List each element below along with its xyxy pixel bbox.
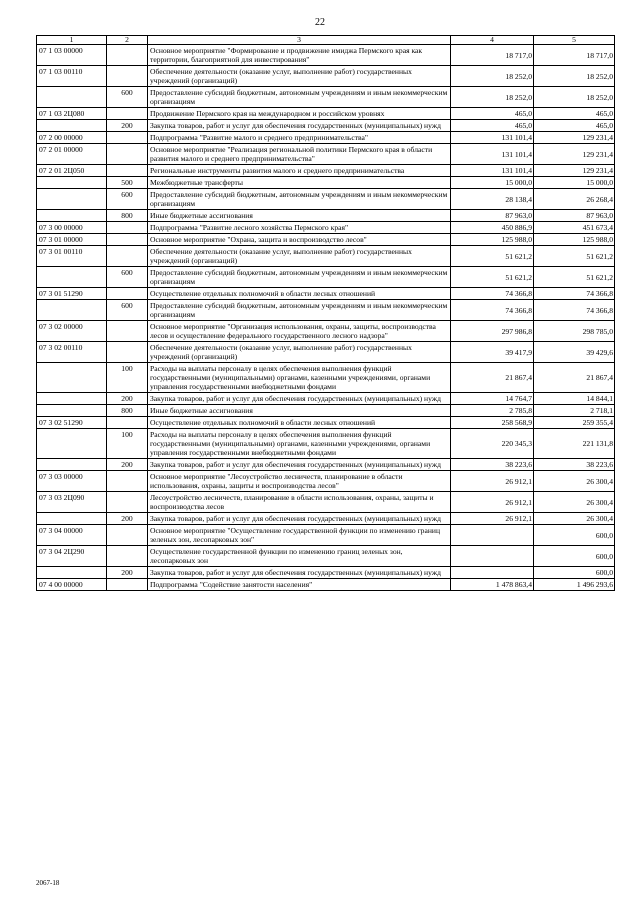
- row-expense-type: 100: [107, 363, 148, 393]
- row-expense-type: 200: [107, 567, 148, 579]
- row-code: [37, 567, 107, 579]
- row-name: Осуществление отдельных полномочий в области лесных отношений: [148, 288, 451, 300]
- row-code: 07 2 01 2Ц050: [37, 165, 107, 177]
- row-expense-type: [107, 417, 148, 429]
- row-code: 07 1 03 00110: [37, 66, 107, 87]
- row-value-year2: 259 355,4: [534, 417, 615, 429]
- row-expense-type: 100: [107, 429, 148, 459]
- row-value-year2: 18 717,0: [534, 45, 615, 66]
- table-row: [37, 177, 615, 189]
- row-value-year1: 2 785,8: [451, 405, 534, 417]
- row-value-year1: 465,0: [451, 108, 534, 120]
- table-row: [37, 546, 615, 567]
- row-code: [37, 120, 107, 132]
- row-code: 07 3 01 51290: [37, 288, 107, 300]
- row-value-year2: 26 300,4: [534, 513, 615, 525]
- row-value-year1: [451, 525, 534, 546]
- table-row: [37, 405, 615, 417]
- row-value-year1: 26 912,1: [451, 492, 534, 513]
- row-name: Закупка товаров, работ и услуг для обеспечения государственных (муниципальных) нужд: [148, 513, 451, 525]
- row-code: [37, 459, 107, 471]
- row-expense-type: [107, 222, 148, 234]
- header-col-1: 1: [37, 36, 107, 45]
- header-col-3: 3: [148, 36, 451, 45]
- row-value-year2: 74 366,8: [534, 300, 615, 321]
- row-name: Основное мероприятие "Реализация региональной политики Пермского края в области развития малого и среднего предпринимательства": [148, 144, 451, 165]
- table-row: [37, 492, 615, 513]
- row-value-year1: 18 717,0: [451, 45, 534, 66]
- row-value-year2: 39 429,6: [534, 342, 615, 363]
- row-name: Продвижение Пермского края на международном и российском уровнях: [148, 108, 451, 120]
- row-expense-type: [107, 546, 148, 567]
- row-name: Предоставление субсидий бюджетным, автономным учреждениям и иным некоммерческим организациям: [148, 267, 451, 288]
- row-value-year1: 131 101,4: [451, 132, 534, 144]
- table-row: [37, 210, 615, 222]
- row-expense-type: [107, 525, 148, 546]
- row-expense-type: [107, 45, 148, 66]
- row-expense-type: [107, 144, 148, 165]
- row-expense-type: [107, 492, 148, 513]
- row-value-year2: 14 844,1: [534, 393, 615, 405]
- row-expense-type: [107, 108, 148, 120]
- row-value-year1: 131 101,4: [451, 144, 534, 165]
- row-value-year1: 38 223,6: [451, 459, 534, 471]
- row-value-year2: 18 252,0: [534, 66, 615, 87]
- table-row: [37, 513, 615, 525]
- row-value-year2: 51 621,2: [534, 246, 615, 267]
- table-row: [37, 189, 615, 210]
- row-expense-type: 200: [107, 393, 148, 405]
- row-value-year1: 39 417,9: [451, 342, 534, 363]
- row-expense-type: [107, 321, 148, 342]
- row-code: 07 2 00 00000: [37, 132, 107, 144]
- row-value-year1: 125 988,0: [451, 234, 534, 246]
- row-value-year2: 15 000,0: [534, 177, 615, 189]
- table-row: [37, 108, 615, 120]
- row-expense-type: 600: [107, 87, 148, 108]
- header-col-2: 2: [107, 36, 148, 45]
- row-code: [37, 87, 107, 108]
- table-row: [37, 417, 615, 429]
- row-value-year2: 26 300,4: [534, 471, 615, 492]
- row-value-year2: 451 673,4: [534, 222, 615, 234]
- row-code: 07 3 03 00000: [37, 471, 107, 492]
- row-value-year1: 131 101,4: [451, 165, 534, 177]
- row-code: [37, 393, 107, 405]
- row-value-year1: 465,0: [451, 120, 534, 132]
- row-expense-type: 600: [107, 267, 148, 288]
- row-name: Предоставление субсидий бюджетным, автономным учреждениям и иным некоммерческим организациям: [148, 189, 451, 210]
- row-name: Расходы на выплаты персоналу в целях обеспечения выполнения функций государственными (муниципальными) органами, казенными учреждениями, органами управления государственными внебюджетными фондами: [148, 363, 451, 393]
- row-name: Основное мероприятие "Организация использования, охраны, защиты, воспроизводства лесов и осуществление федерального государственного лесного надзора": [148, 321, 451, 342]
- row-expense-type: [107, 246, 148, 267]
- row-name: Обеспечение деятельности (оказание услуг, выполнение работ) государственных учреждений (организаций): [148, 246, 451, 267]
- row-name: Предоставление субсидий бюджетным, автономным учреждениям и иным некоммерческим организациям: [148, 87, 451, 108]
- row-expense-type: [107, 288, 148, 300]
- row-expense-type: [107, 66, 148, 87]
- row-code: [37, 189, 107, 210]
- row-code: 07 1 03 2Ц080: [37, 108, 107, 120]
- row-code: [37, 405, 107, 417]
- row-code: [37, 513, 107, 525]
- row-code: 07 3 00 00000: [37, 222, 107, 234]
- row-value-year2: 298 785,0: [534, 321, 615, 342]
- row-expense-type: 600: [107, 300, 148, 321]
- row-expense-type: 200: [107, 513, 148, 525]
- row-name: Обеспечение деятельности (оказание услуг, выполнение работ) государственных учреждений (организаций): [148, 342, 451, 363]
- table-row: [37, 321, 615, 342]
- table-row: [37, 66, 615, 87]
- table-row: [37, 342, 615, 363]
- row-value-year1: 258 568,9: [451, 417, 534, 429]
- row-code: 07 4 00 00000: [37, 579, 107, 591]
- row-value-year1: 51 621,2: [451, 267, 534, 288]
- row-code: [37, 267, 107, 288]
- row-value-year1: 28 138,4: [451, 189, 534, 210]
- table-row: [37, 393, 615, 405]
- row-name: Обеспечение деятельности (оказание услуг, выполнение работ) государственных учреждений (организаций): [148, 66, 451, 87]
- table-row: [37, 234, 615, 246]
- row-value-year2: 21 867,4: [534, 363, 615, 393]
- row-code: [37, 210, 107, 222]
- row-value-year2: 221 131,8: [534, 429, 615, 459]
- row-value-year2: 129 231,4: [534, 144, 615, 165]
- row-expense-type: 800: [107, 405, 148, 417]
- row-code: 07 3 02 00000: [37, 321, 107, 342]
- row-value-year2: 1 496 293,6: [534, 579, 615, 591]
- row-name: Межбюджетные трансферты: [148, 177, 451, 189]
- row-value-year2: 129 231,4: [534, 165, 615, 177]
- row-name: Закупка товаров, работ и услуг для обеспечения государственных (муниципальных) нужд: [148, 459, 451, 471]
- header-col-5: 5: [534, 36, 615, 45]
- row-code: 07 2 01 00000: [37, 144, 107, 165]
- row-name: Иные бюджетные ассигнования: [148, 405, 451, 417]
- table-row: [37, 165, 615, 177]
- row-code: 07 3 02 00110: [37, 342, 107, 363]
- row-value-year1: 220 345,3: [451, 429, 534, 459]
- row-code: 07 3 01 00000: [37, 234, 107, 246]
- row-expense-type: 600: [107, 189, 148, 210]
- row-expense-type: [107, 234, 148, 246]
- row-name: Подпрограмма "Содействие занятости населения": [148, 579, 451, 591]
- table-row: [37, 288, 615, 300]
- table-row: [37, 459, 615, 471]
- row-name: Закупка товаров, работ и услуг для обеспечения государственных (муниципальных) нужд: [148, 393, 451, 405]
- row-name: Подпрограмма "Развитие лесного хозяйства Пермского края": [148, 222, 451, 234]
- row-name: Лесоустройство лесничеств, планирование в области использования, охраны, защиты и воспроизводства лесов: [148, 492, 451, 513]
- header-col-4: 4: [451, 36, 534, 45]
- row-value-year2: 26 268,4: [534, 189, 615, 210]
- row-value-year1: 450 886,9: [451, 222, 534, 234]
- table-row: [37, 222, 615, 234]
- row-value-year1: 18 252,0: [451, 87, 534, 108]
- row-name: Основное мероприятие "Формирование и продвижение имиджа Пермского края как территории, благоприятной для инвестирования": [148, 45, 451, 66]
- row-code: 07 3 04 2Ц290: [37, 546, 107, 567]
- row-code: [37, 177, 107, 189]
- table-row: [37, 144, 615, 165]
- row-code: 07 3 03 2Ц090: [37, 492, 107, 513]
- row-value-year2: 26 300,4: [534, 492, 615, 513]
- row-expense-type: 800: [107, 210, 148, 222]
- table-row: [37, 363, 615, 393]
- row-name: Закупка товаров, работ и услуг для обеспечения государственных (муниципальных) нужд: [148, 120, 451, 132]
- row-value-year2: 465,0: [534, 120, 615, 132]
- row-value-year2: 38 223,6: [534, 459, 615, 471]
- row-expense-type: [107, 471, 148, 492]
- row-value-year2: 51 621,2: [534, 267, 615, 288]
- table-row: [37, 429, 615, 459]
- row-value-year2: 74 366,8: [534, 288, 615, 300]
- row-value-year2: 600,0: [534, 567, 615, 579]
- budget-table: [36, 35, 615, 591]
- row-code: 07 3 01 00110: [37, 246, 107, 267]
- row-name: Осуществление государственной функции по изменению границ зеленых зон, лесопарковых зон: [148, 546, 451, 567]
- table-body: [37, 45, 615, 591]
- footer-code: 2067-18: [36, 879, 60, 887]
- row-value-year1: [451, 567, 534, 579]
- row-value-year1: 74 366,8: [451, 288, 534, 300]
- row-value-year2: 18 252,0: [534, 87, 615, 108]
- row-value-year1: 1 478 863,4: [451, 579, 534, 591]
- row-value-year1: [451, 546, 534, 567]
- row-code: 07 3 04 00000: [37, 525, 107, 546]
- row-value-year1: 14 764,7: [451, 393, 534, 405]
- row-value-year2: 129 231,4: [534, 132, 615, 144]
- row-name: Расходы на выплаты персоналу в целях обеспечения выполнения функций государственными (муниципальными) органами, казенными учреждениями, органами управления государственными внебюджетными фондами: [148, 429, 451, 459]
- row-name: Предоставление субсидий бюджетным, автономным учреждениям и иным некоммерческим организациям: [148, 300, 451, 321]
- table-row: [37, 45, 615, 66]
- row-code: [37, 363, 107, 393]
- row-value-year1: 26 912,1: [451, 471, 534, 492]
- table-row: [37, 87, 615, 108]
- row-value-year1: 21 867,4: [451, 363, 534, 393]
- row-value-year1: 87 963,0: [451, 210, 534, 222]
- row-value-year1: 18 252,0: [451, 66, 534, 87]
- page-number: 22: [315, 17, 325, 28]
- row-expense-type: 200: [107, 120, 148, 132]
- row-code: 07 3 02 51290: [37, 417, 107, 429]
- row-value-year2: 87 963,0: [534, 210, 615, 222]
- row-value-year1: 74 366,8: [451, 300, 534, 321]
- row-name: Основное мероприятие "Осуществление государственной функции по изменению границ зеленых зон, лесопарковых зон": [148, 525, 451, 546]
- row-name: Основное мероприятие "Охрана, защита и воспроизводство лесов": [148, 234, 451, 246]
- row-value-year2: 600,0: [534, 525, 615, 546]
- row-expense-type: [107, 342, 148, 363]
- row-expense-type: [107, 132, 148, 144]
- row-value-year1: 26 912,1: [451, 513, 534, 525]
- row-value-year2: 2 718,1: [534, 405, 615, 417]
- table-row: [37, 579, 615, 591]
- row-value-year1: 297 986,8: [451, 321, 534, 342]
- table-row: [37, 567, 615, 579]
- row-name: Закупка товаров, работ и услуг для обеспечения государственных (муниципальных) нужд: [148, 567, 451, 579]
- row-name: Осуществление отдельных полномочий в области лесных отношений: [148, 417, 451, 429]
- row-value-year2: 465,0: [534, 108, 615, 120]
- row-value-year1: 51 621,2: [451, 246, 534, 267]
- table-row: [37, 267, 615, 288]
- row-name: Подпрограмма "Развитие малого и среднего предпринимательства": [148, 132, 451, 144]
- table-row: [37, 120, 615, 132]
- row-value-year2: 125 988,0: [534, 234, 615, 246]
- table-row: [37, 525, 615, 546]
- row-name: Иные бюджетные ассигнования: [148, 210, 451, 222]
- row-expense-type: [107, 165, 148, 177]
- row-code: 07 1 03 00000: [37, 45, 107, 66]
- table-row: [37, 132, 615, 144]
- row-value-year2: 600,0: [534, 546, 615, 567]
- table-header-row: [37, 36, 615, 45]
- row-name: Основное мероприятие "Лесоустройство лесничеств, планирование в области использования, охраны, защиты и воспроизводства лесов": [148, 471, 451, 492]
- row-expense-type: [107, 579, 148, 591]
- row-value-year1: 15 000,0: [451, 177, 534, 189]
- row-expense-type: 500: [107, 177, 148, 189]
- row-expense-type: 200: [107, 459, 148, 471]
- row-code: [37, 429, 107, 459]
- table-row: [37, 471, 615, 492]
- table-row: [37, 246, 615, 267]
- row-name: Региональные инструменты развития малого и среднего предпринимательства: [148, 165, 451, 177]
- table-row: [37, 300, 615, 321]
- row-code: [37, 300, 107, 321]
